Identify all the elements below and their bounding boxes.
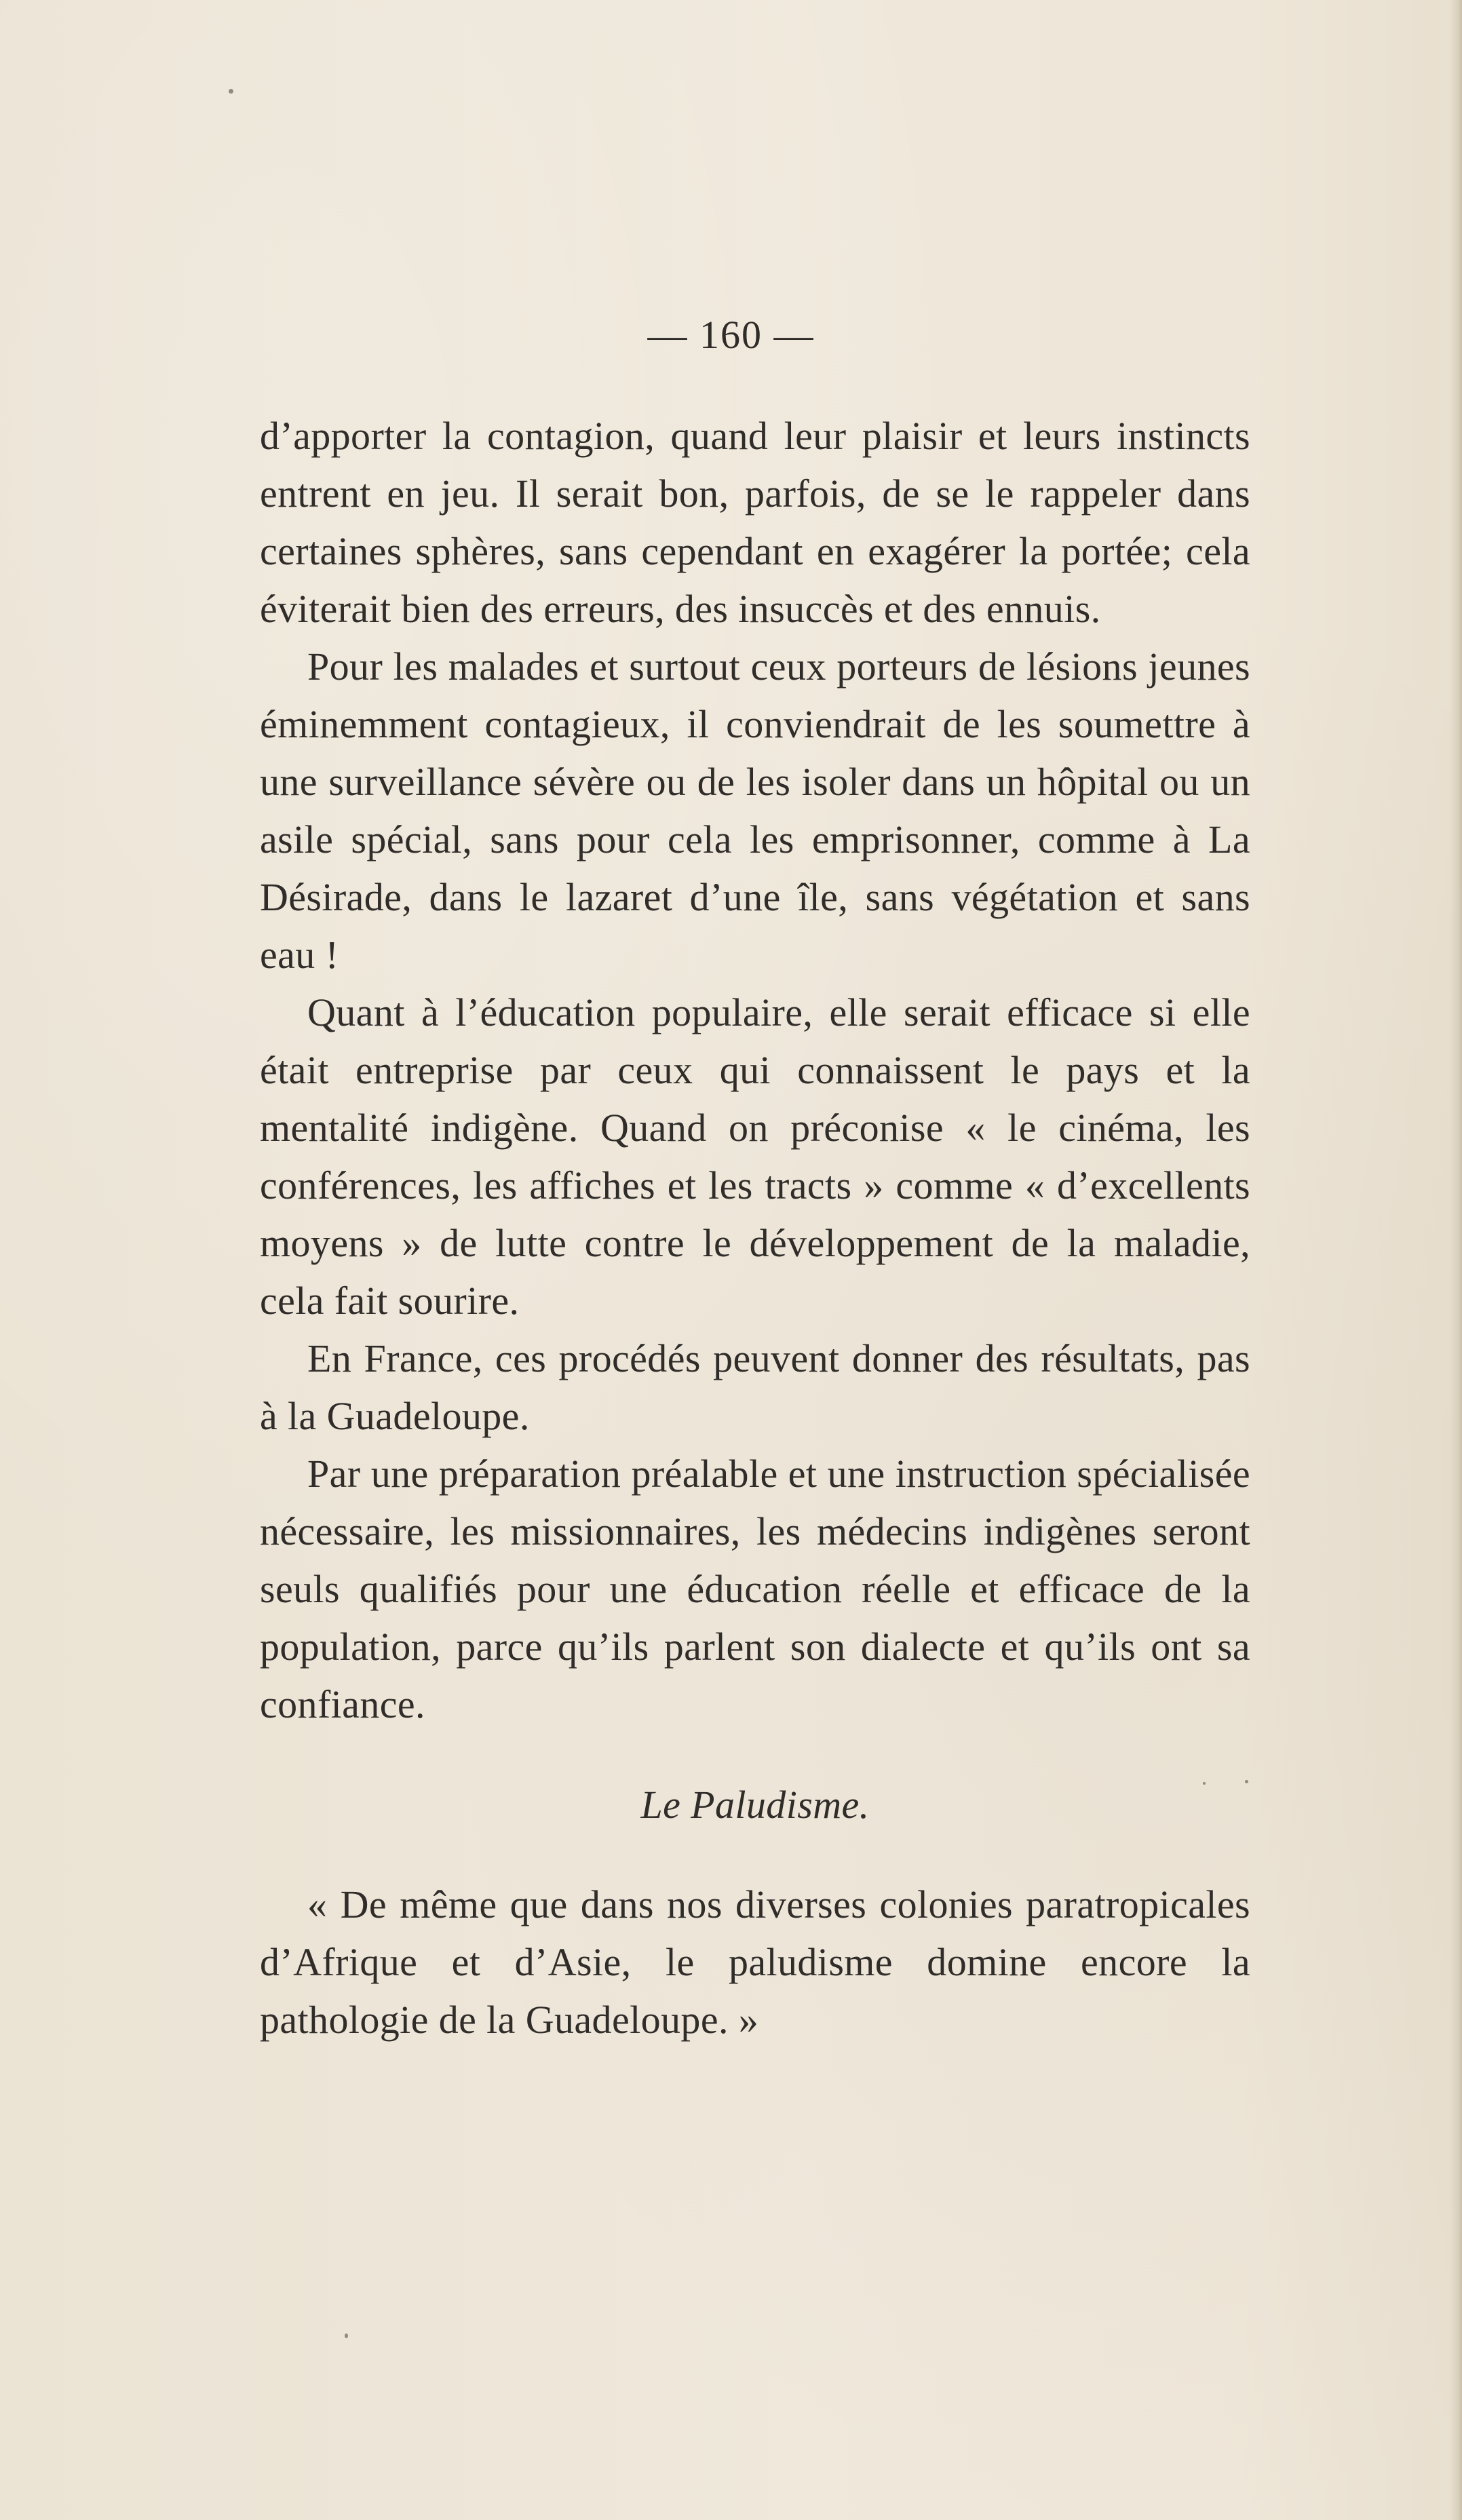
paragraph: d’apporter la contagion, quand leur plaisir et leurs instincts entrent en jeu. Il serait bon, parfois, de se le rappeler dans certaines sphères, sans cependant en exagérer la portée; cela éviterait bien des erreurs, des insuccès et des ennuis. xyxy=(260,414,1250,631)
page-number: — 160 — xyxy=(647,313,815,357)
paragraph: Pour les malades et surtout ceux porteurs de lésions jeunes éminemment contagieux, il conviendrait de les soumettre à une surveillance sévère ou de les isoler dans un hôpital ou un asile spécial, sans pour cela les emprisonner, comme à La Désirade, dans le lazaret d’une île, sans végétation et sans eau ! xyxy=(260,644,1250,977)
paragraph: Par une préparation préalable et une instruction spécialisée nécessaire, les missionnaires, les médecins indigènes seront seuls qualifiés pour une éducation réelle et efficace de la population, parce qu’ils parlent son dialecte et qu’ils ont sa confiance. xyxy=(260,1452,1250,1726)
page-edge-shadow xyxy=(1450,0,1462,2520)
paragraph: Quant à l’éducation populaire, elle serait efficace si elle était entreprise par ceux qui connaissent le pays et la mentalité indigène. Quand on préconise « le cinéma, les conférences, les affiches et les tracts » comme « d’excellents moyens » de lutte contre le développement de la maladie, cela fait sourire. xyxy=(260,990,1250,1323)
main-text-block xyxy=(260,407,1250,2049)
paper-speck xyxy=(229,89,233,94)
section-title: Le Paludisme. xyxy=(640,1783,870,1827)
paragraph: En France, ces procédés peuvent donner des résultats, pas à la Guadeloupe. xyxy=(260,1336,1250,1438)
paper-speck xyxy=(345,2333,348,2338)
quoted-paragraph: « De même que dans nos diverses colonies paratropicales d’Afrique et d’Asie, le paludisme domine encore la pathologie de la Guadeloupe. » xyxy=(260,1882,1250,2042)
